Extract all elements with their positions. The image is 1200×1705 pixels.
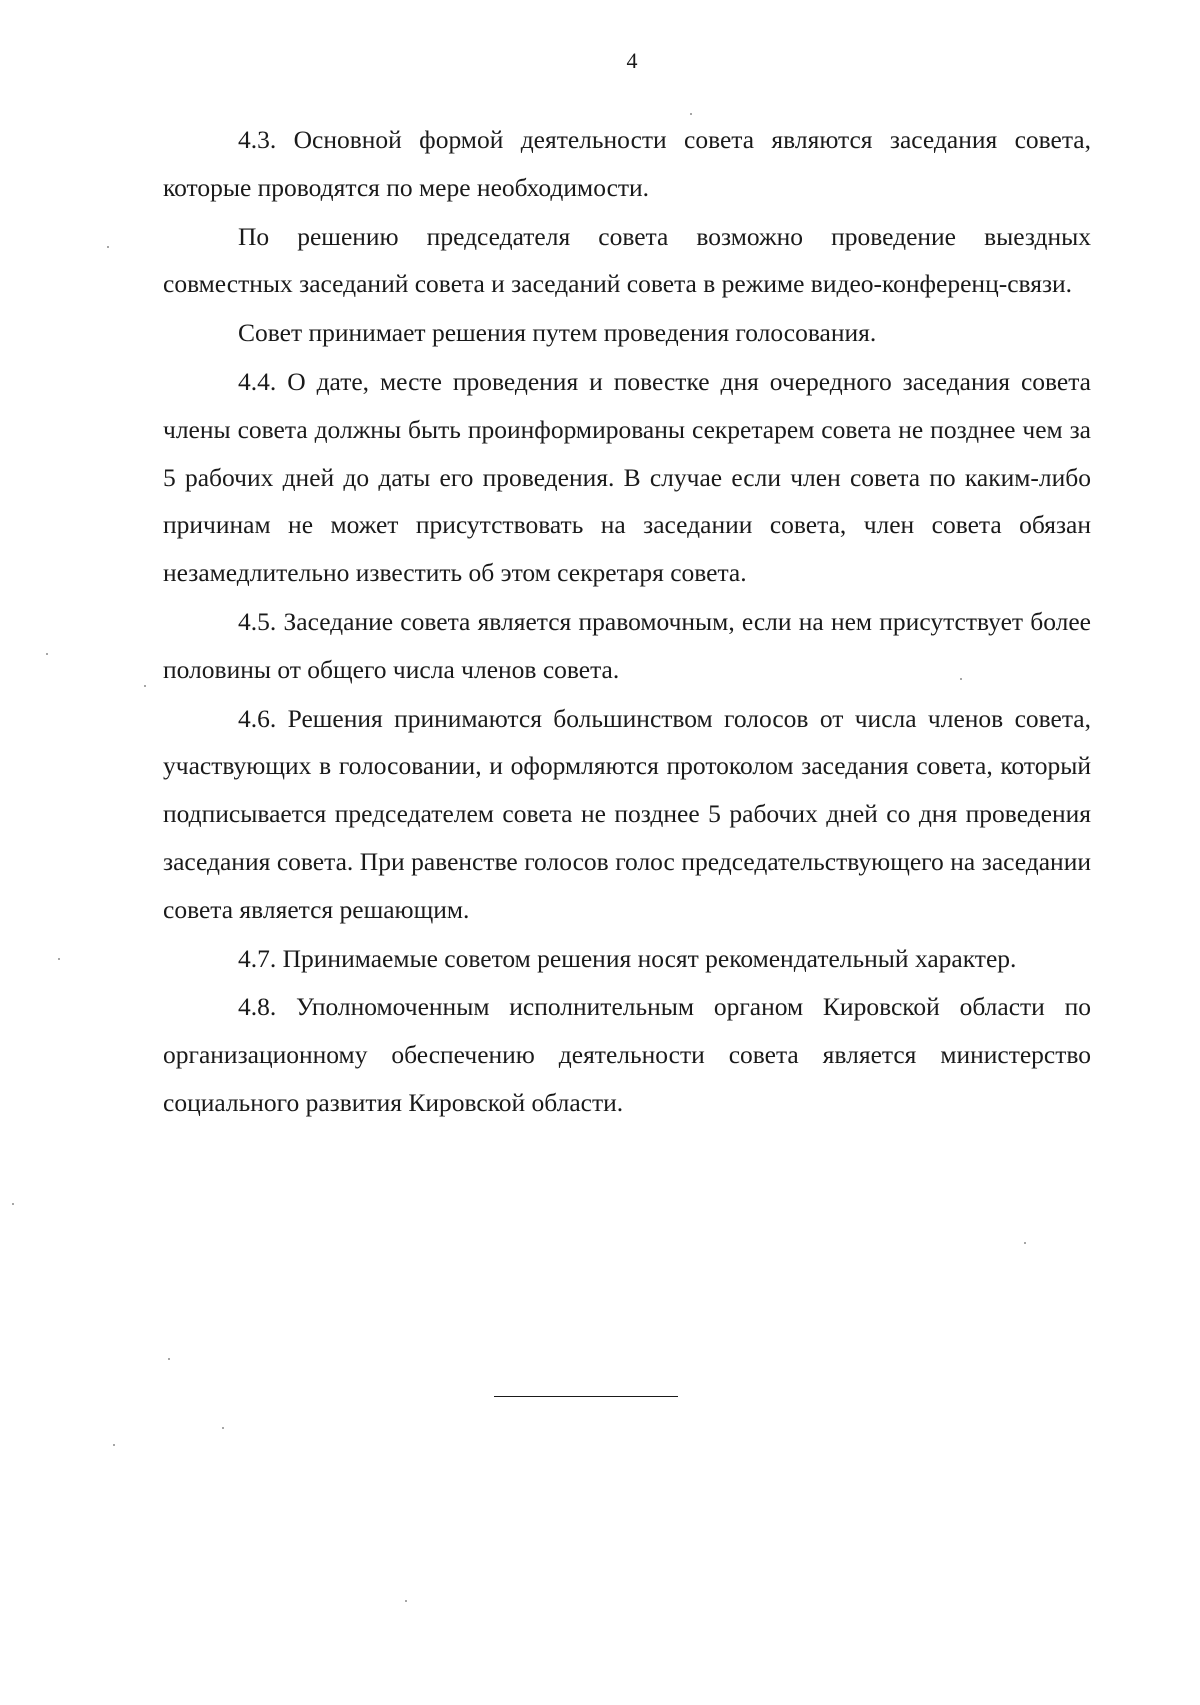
scan-speck [405, 1600, 407, 1602]
scan-speck [690, 113, 692, 115]
scan-speck [144, 685, 146, 687]
scan-speck [168, 1358, 170, 1360]
paragraph-4-7: 4.7. Принимаемые советом решения носят рекомендательный характер. [238, 943, 1017, 973]
paragraph-4-5: 4.5. Заседание совета является правомочным, если на нем присутствует более половины от общего числа членов совета. [163, 606, 1091, 684]
scan-speck [107, 246, 109, 248]
scan-speck [12, 1203, 14, 1205]
scan-speck [46, 653, 48, 655]
page-number: 4 [626, 48, 638, 73]
paragraph-voting: Совет принимает решения путем проведения голосования. [238, 318, 877, 348]
document-body [163, 116, 1091, 1128]
scan-speck [113, 1444, 115, 1446]
scan-speck [58, 958, 60, 960]
scan-speck [960, 678, 962, 680]
paragraph-visiting-meetings: По решению председателя совета возможно проведение выездных совместных заседаний совета и заседаний совета в режиме видео-конференц-связи. [163, 221, 1091, 299]
scan-speck [222, 1427, 224, 1429]
closing-rule [494, 1396, 678, 1397]
paragraph-4-6: 4.6. Решения принимаются большинством голосов от числа членов совета, участвующих в голосовании, и оформляются протоколом заседания совета, который подписывается председателем совета не позднее 5 рабочих дней со дня проведения заседания совета. При равенстве голосов голос председательствующего на заседании совета является решающим. [163, 703, 1091, 924]
paragraph-4-8: 4.8. Уполномоченным исполнительным органом Кировской области по организационному обеспечению деятельности совета является министерство социального развития Кировской области. [163, 992, 1091, 1117]
scan-speck [1024, 1242, 1026, 1244]
paragraph-4-4: 4.4. О дате, месте проведения и повестке дня очередного заседания совета члены совета должны быть проинформированы секретарем совета не позднее чем за 5 рабочих дней до даты его проведения. В случае если член совета по каким-либо причинам не может присутствовать на заседании совета, член совета обязан незамедлительно известить об этом секретаря совета. [163, 366, 1091, 588]
paragraph-4-3: 4.3. Основной формой деятельности совета являются заседания совета, которые проводятся по мере необходимости. [163, 125, 1091, 202]
